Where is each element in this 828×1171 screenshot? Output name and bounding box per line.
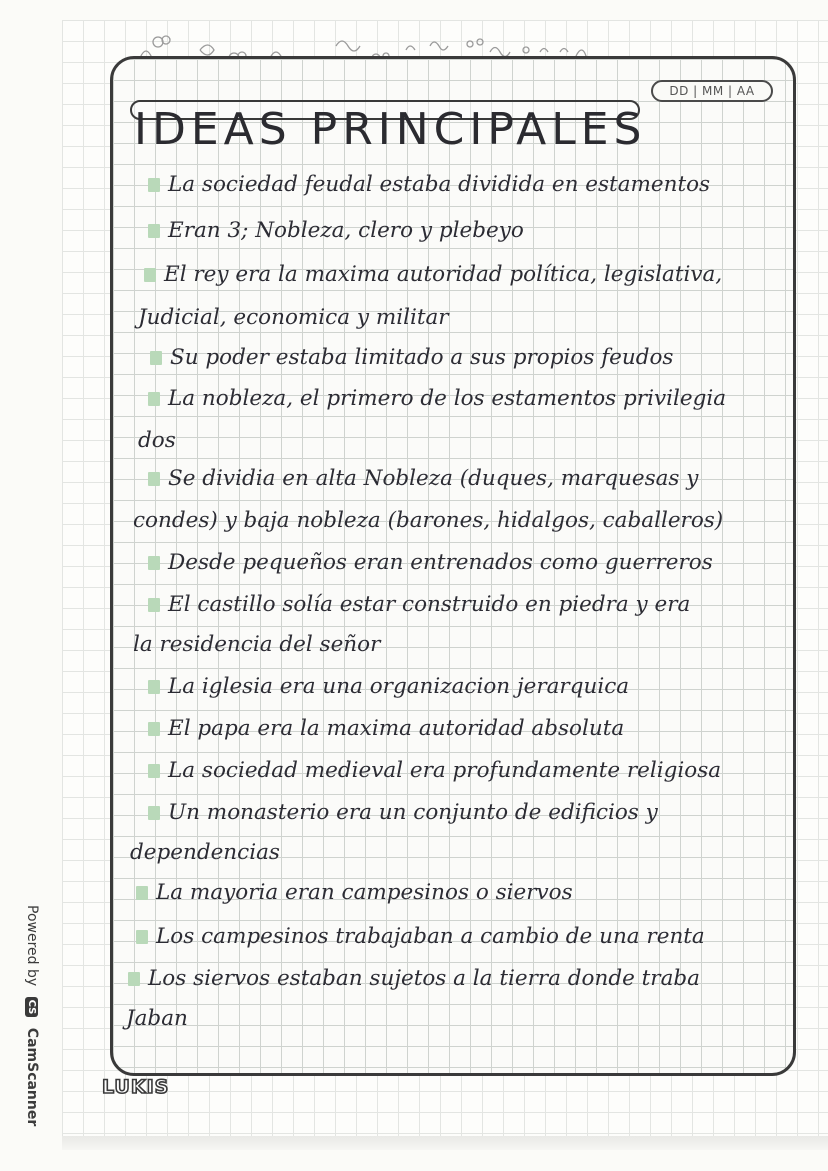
bullet-mark-icon xyxy=(136,930,148,944)
note-line xyxy=(148,550,713,575)
note-line xyxy=(148,172,710,197)
note-text: Los siervos estaban sujetos a la tierra donde traba xyxy=(148,966,700,991)
bullet-mark-icon xyxy=(148,722,160,736)
note-line xyxy=(136,880,573,905)
note-line xyxy=(150,345,673,370)
note-text: Se dividia en alta Nobleza (duques, marquesas y xyxy=(168,466,699,491)
paper-bottom-edge xyxy=(62,1136,828,1150)
bullet-mark-icon xyxy=(148,556,160,570)
signature-logo: LUKIS xyxy=(102,1076,170,1098)
note-line xyxy=(148,592,690,617)
note-line xyxy=(130,840,280,865)
note-text: La nobleza, el primero de los estamentos privilegia xyxy=(168,386,727,411)
note-text: dos xyxy=(138,428,176,453)
camscanner-brand: CamScanner xyxy=(24,1027,40,1127)
note-line xyxy=(133,508,723,533)
note-line xyxy=(138,428,176,453)
note-text: Desde pequeños eran entrenados como guerreros xyxy=(168,550,713,575)
note-text: El papa era la maxima autoridad absoluta xyxy=(168,716,625,741)
note-line xyxy=(144,262,722,287)
page-title: IDEAS PRINCIPALES xyxy=(134,104,647,155)
bullet-mark-icon xyxy=(148,680,160,694)
note-text: Eran 3; Nobleza, clero y plebeyo xyxy=(168,218,524,243)
note-line xyxy=(148,466,698,491)
bullet-mark-icon xyxy=(150,351,162,365)
bullet-mark-icon xyxy=(148,806,160,820)
powered-by-label: Powered by xyxy=(24,905,40,987)
note-line xyxy=(136,924,705,949)
note-text: Su poder estaba limitado a sus propios feudos xyxy=(170,345,674,370)
note-text: dependencias xyxy=(130,840,280,865)
camscanner-logo-icon: CS xyxy=(25,997,38,1018)
bullet-mark-icon xyxy=(148,472,160,486)
note-text: El castillo solía estar construido en piedra y era xyxy=(168,592,691,617)
bullet-mark-icon xyxy=(148,598,160,612)
note-text: la residencia del señor xyxy=(133,632,381,657)
note-line xyxy=(148,758,721,783)
note-text: La mayoria eran campesinos o siervos xyxy=(156,880,573,905)
note-text: condes) y baja nobleza (barones, hidalgos, caballeros) xyxy=(133,508,724,533)
bullet-mark-icon xyxy=(144,268,156,282)
bullet-mark-icon xyxy=(148,764,160,778)
bullet-mark-icon xyxy=(148,224,160,238)
note-text: Jaban xyxy=(126,1006,188,1031)
note-text: La iglesia era una organizacion jerarquica xyxy=(168,674,630,699)
date-field: DD | MM | AA xyxy=(651,80,773,102)
note-line xyxy=(128,966,700,991)
note-line xyxy=(148,800,658,825)
note-line xyxy=(148,218,524,243)
note-line xyxy=(148,674,629,699)
bullet-mark-icon xyxy=(148,392,160,406)
note-text: Judicial, economica y militar xyxy=(138,305,449,330)
bullet-mark-icon xyxy=(148,178,160,192)
note-text: La sociedad feudal estaba dividida en estamentos xyxy=(168,172,711,197)
note-line xyxy=(148,716,624,741)
note-text: Los campesinos trabajaban a cambio de una renta xyxy=(156,924,705,949)
bullet-mark-icon xyxy=(128,972,140,986)
camscanner-watermark xyxy=(24,905,40,1126)
note-text: La sociedad medieval era profundamente religiosa xyxy=(168,758,722,783)
bullet-mark-icon xyxy=(136,886,148,900)
note-line xyxy=(133,632,380,657)
note-text: El rey era la maxima autoridad política, legislativa, xyxy=(164,262,723,287)
note-text: Un monasterio era un conjunto de edificios y xyxy=(168,800,658,825)
note-line xyxy=(126,1006,188,1031)
note-line xyxy=(148,386,726,411)
note-line xyxy=(138,305,449,330)
